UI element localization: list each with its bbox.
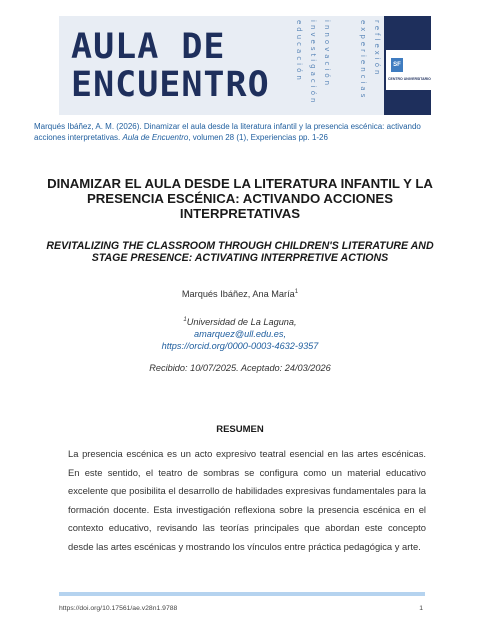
author-email-link[interactable]: amarquez@ull.edu.es,: [193, 329, 287, 340]
article-title-english: REVITALIZING THE CLASSROOM THROUGH CHILDREN'S LITERATURE AND STAGE PRESENCE: ACTIVATING INTERPRETIVE ACTIONS: [46, 240, 434, 264]
banner-vertical-word: educación: [295, 20, 303, 83]
banner-vertical-word: investigación: [309, 20, 317, 106]
orcid-link[interactable]: https://orcid.org/0000-0003-4632-9357: [161, 341, 319, 352]
banner-vertical-word: experiencias: [359, 20, 367, 101]
journal-banner: [59, 16, 431, 115]
page-number: 1: [419, 605, 423, 612]
journal-title-line1: AULA DE: [71, 27, 226, 67]
abstract-body: La presencia escénica es un acto expresivo teatral esencial en las artes escénicas. En este sentido, el teatro de sombras se configura como un material educativo excelente que posibilita el desarrollo de habilidades expresivas fundamentales para la formación docente. Esta investigación reflexiona sobre la presencia escénica en el contexto educativo, revisando las teorías principales que abordan este concepto desde las artes escénicas y mostrando los vínculos entre práctica pedagógica y arte.: [68, 448, 426, 552]
banner-vertical-word: innovación: [323, 20, 331, 89]
author-footnote-mark: 1: [294, 289, 299, 295]
abstract-heading: RESUMEN: [216, 424, 264, 435]
author-name: Marqués Ibáñez, Ana María: [181, 289, 295, 300]
publisher-logo-caption: CENTRO UNIVERSITARIO: [388, 77, 431, 81]
affiliation-mark: 1: [183, 317, 187, 323]
article-title-spanish: DINAMIZAR EL AULA DESDE LA LITERATURA INFANTIL Y LA PRESENCIA ESCÉNICA: ACTIVANDO ACCIONES INTERPRETATIVAS: [47, 176, 433, 221]
footer-divider: [59, 592, 425, 596]
citation-details: , volumen 28 (1), Experiencias pp. 1-26: [188, 132, 328, 142]
journal-logo-title: [71, 28, 270, 104]
citation-journal: Aula de Encuentro: [122, 132, 189, 142]
banner-vertical-word: reflexión: [373, 20, 381, 78]
submission-dates: Recibido: 10/07/2025. Aceptado: 24/03/2026: [149, 363, 331, 373]
institution-name: Universidad de La Laguna,: [186, 317, 297, 328]
citation: [34, 122, 450, 143]
footer-doi[interactable]: https://doi.org/10.17561/ae.v28n1.9788: [59, 605, 178, 612]
author-line: [40, 289, 440, 299]
journal-title-line2: ENCUENTRO: [71, 65, 270, 105]
publisher-logo-icon: SF: [391, 58, 403, 72]
publisher-logo: [386, 50, 431, 90]
author-affiliation: [40, 314, 440, 352]
citation-main: Marqués Ibáñez, A. M. (2026). Dinamizar el aula desde la literatura infantil y la presencia escénica: activando acciones interpretativas.: [34, 122, 421, 142]
institution-line: [40, 314, 440, 328]
